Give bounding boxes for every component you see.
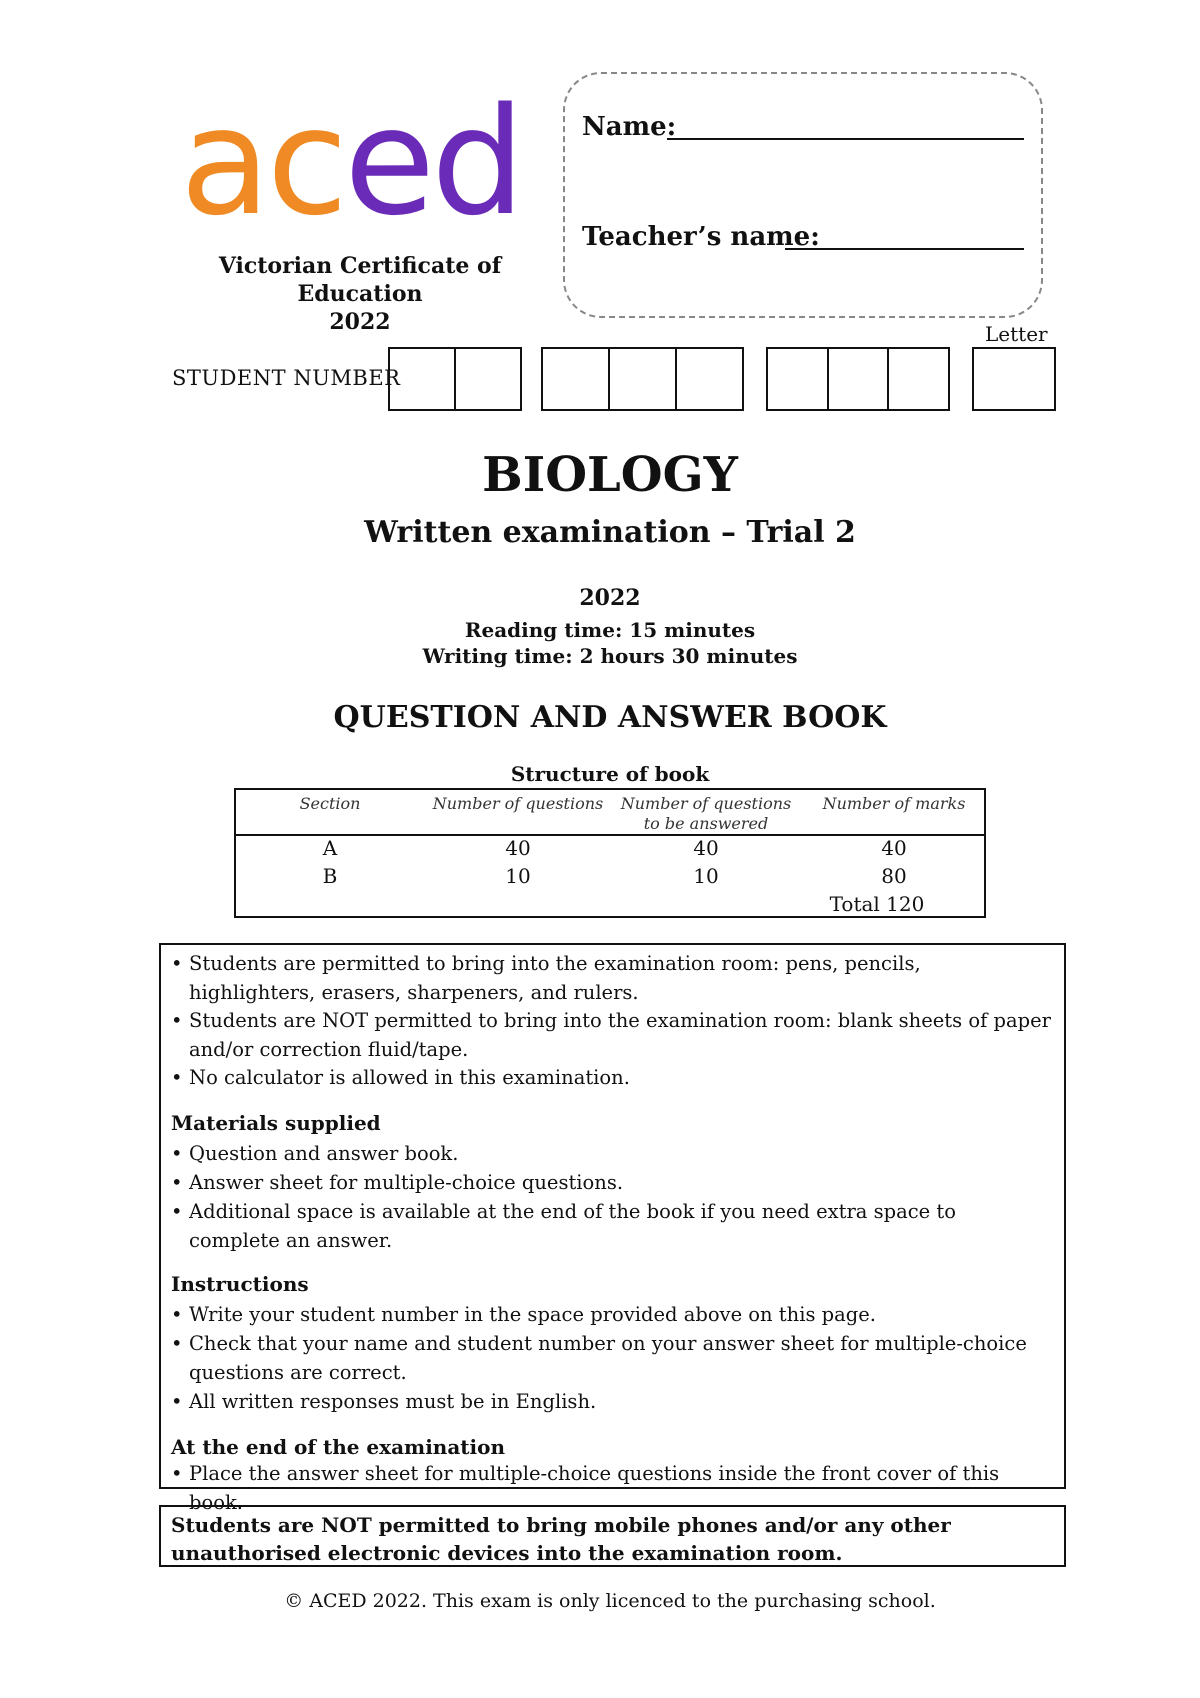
certificate-year: 2022 [329, 309, 391, 335]
column-header: Section [299, 794, 361, 813]
list-item: • Students are permitted to bring into the examination room: pens, pencils, highlighters, erasers, sharpeners, and rulers. [171, 952, 921, 1004]
instructions-box [159, 943, 1066, 1514]
exam-subtitle: Written examination – Trial 2 [364, 515, 856, 550]
list-item: • Students are NOT permitted to bring into the examination room: blank sheets of paper and/or correction fluid/tape. [171, 1009, 1051, 1061]
list-item: • Write your student number in the space provided above on this page. [171, 1303, 876, 1326]
column-header: Number of questions [432, 794, 604, 813]
warning-box: Students are NOT permitted to bring mobile phones and/or any other unauthorised electronic devices into the examination room. [159, 1505, 1066, 1567]
total-marks: Total 120 [829, 892, 925, 916]
list-item: • No calculator is allowed in this examination. [171, 1066, 630, 1089]
student-number-box[interactable] [768, 349, 829, 409]
table-cell: A [322, 836, 338, 860]
book-title: QUESTION AND ANSWER BOOK [333, 700, 887, 735]
student-number-group-3 [766, 347, 950, 411]
student-number-box[interactable] [677, 349, 742, 409]
list-item: • Check that your name and student number on your answer sheet for multiple-choice questions are correct. [171, 1332, 1027, 1384]
student-number-box[interactable] [456, 349, 520, 409]
reading-time: Reading time: 15 minutes [464, 618, 756, 642]
list-item: • Additional space is available at the end of the book if you need extra space to complete an answer. [171, 1200, 956, 1252]
exam-subject-title: BIOLOGY [482, 447, 738, 503]
letter-label: Letter [985, 322, 1048, 346]
materials-heading: Materials supplied [171, 1111, 381, 1135]
certificate-title [170, 252, 550, 336]
name-field[interactable] [667, 138, 1024, 140]
table-cell: 40 [881, 836, 907, 860]
list-item: • Place the answer sheet for multiple-choice questions inside the front cover of this book. [171, 1462, 1000, 1514]
end-of-exam-heading: At the end of the examination [171, 1435, 506, 1459]
table-cell: 10 [693, 864, 719, 888]
teacher-name-label: Teacher’s name: [582, 222, 820, 252]
list-item: • Answer sheet for multiple-choice questions. [171, 1171, 624, 1194]
exam-year: 2022 [579, 585, 641, 611]
writing-time: Writing time: 2 hours 30 minutes [422, 644, 798, 668]
table-cell: 40 [505, 836, 531, 860]
table-cell: 80 [881, 864, 907, 888]
list-item: • Question and answer book. [171, 1142, 459, 1165]
column-header: Number of marks [822, 794, 966, 813]
structure-caption: Structure of book [510, 762, 710, 786]
structure-table-header [236, 790, 984, 836]
table-cell: B [322, 864, 338, 888]
student-number-box[interactable] [390, 349, 456, 409]
instructions-heading: Instructions [171, 1272, 309, 1296]
copyright-footer: © ACED 2022. This exam is only licenced to the purchasing school. [284, 1590, 936, 1612]
aced-logo: aced [180, 76, 522, 248]
name-box [563, 72, 1043, 318]
column-header: Number of questions to be answered [620, 794, 792, 833]
table-cell: 40 [693, 836, 719, 860]
student-number-label: STUDENT NUMBER [172, 366, 401, 390]
teacher-name-field[interactable] [785, 248, 1024, 250]
table-cell: 10 [505, 864, 531, 888]
structure-table [234, 788, 986, 918]
letter-box[interactable] [974, 349, 1054, 409]
student-number-group-2 [541, 347, 744, 411]
letter-box-group [972, 347, 1056, 411]
student-number-box[interactable] [829, 349, 890, 409]
certificate-name: Victorian Certificate of Education [218, 253, 502, 307]
list-item: • All written responses must be in English. [171, 1390, 597, 1413]
student-number-box[interactable] [543, 349, 610, 409]
student-number-group-1 [388, 347, 522, 411]
student-number-box[interactable] [889, 349, 948, 409]
name-label: Name: [582, 112, 677, 142]
student-number-box[interactable] [610, 349, 677, 409]
